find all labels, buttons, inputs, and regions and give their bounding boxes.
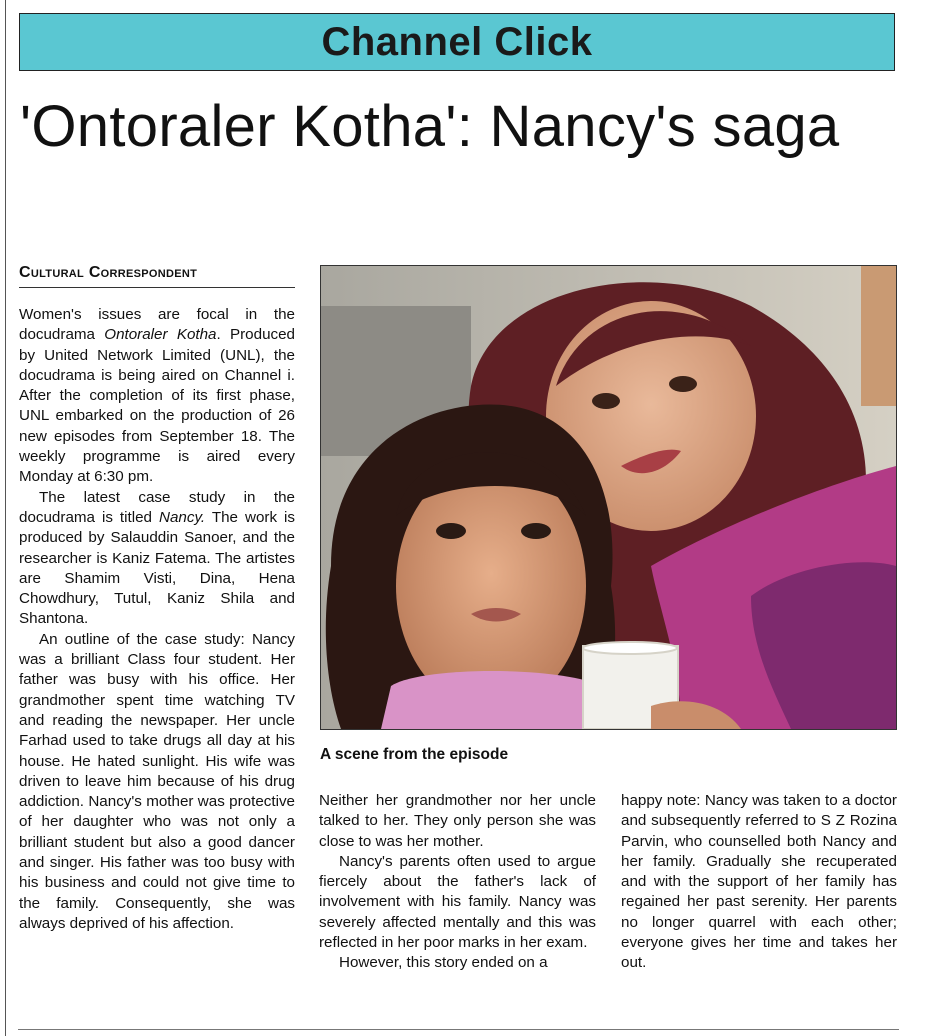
paragraph-1: Women's issues are focal in the docudrama Ontoraler Kotha. Produced by United Network Limited (UNL), the docudrama is being aired on Channel i. After the completion of its first phase, UNL embarked on the production of 26 new episodes from September 18. The weekly programme is aired every Monday at 6:30 pm. [19,306,296,486]
paragraph-4: Neither her grandmother nor her uncle talked to her. They only person she was close to was her mother. [319,792,596,850]
article-column-2 [319,791,596,974]
paragraph-3: An outline of the case study: Nancy was a brilliant Class four student. Her father was busy with his office. Her grandmother spent time watching TV and reading the newspaper. Her uncle Farhad used to take drugs all day at his house. He hated sunlight. His wife was driven to leave him because of his drug addiction. Nancy's mother was protective of her daughter who was not only a brilliant student but also a good dancer and singer. His father was too busy with his business and could not give time to the family. Consequently, she was always deprived of his affection. [19,630,295,932]
left-column-rule [5,0,6,1036]
paragraph-6: However, this story ended on a [339,954,548,972]
photo-caption: A scene from the episode [320,746,509,763]
case-study-title: Nancy. [158,508,206,526]
byline: Cultural Correspondent [19,264,295,288]
paragraph-5: Nancy's parents often used to argue fiercely about the father's lack of involvement with his family. Nancy was severely affected mentally and this was reflected in her poor marks in her exam. [319,852,596,952]
section-title: Channel Click [321,19,593,64]
article-column-3 [621,791,897,974]
photo-two-women-icon [321,266,896,729]
section-banner [19,13,895,71]
episode-photo [320,265,897,730]
bottom-rule [18,1029,899,1030]
paragraph-7: happy note: Nancy was taken to a doctor and subsequently referred to S Z Rozina Parvin, who counselled both Nancy and her family. Gradually she recuperated and with the support of her family has regained her past serenity. Her parents no longer quarrel with each other; everyone gives her time and takes her out. [621,792,897,972]
docudrama-title: Ontoraler Kotha [104,326,217,344]
paragraph-2: The latest case study in the docudrama is titled Nancy. The work is produced by Salauddin Sanoer, and the researcher is Kaniz Fatema. The artistes are Shamim Visti, Dina, Hena Chowdhury, Tutul, Kaniz Shila and Shantona. [19,488,295,628]
headline: 'Ontoraler Kotha': Nancy's saga [20,94,840,159]
article-column-1 [19,305,295,934]
